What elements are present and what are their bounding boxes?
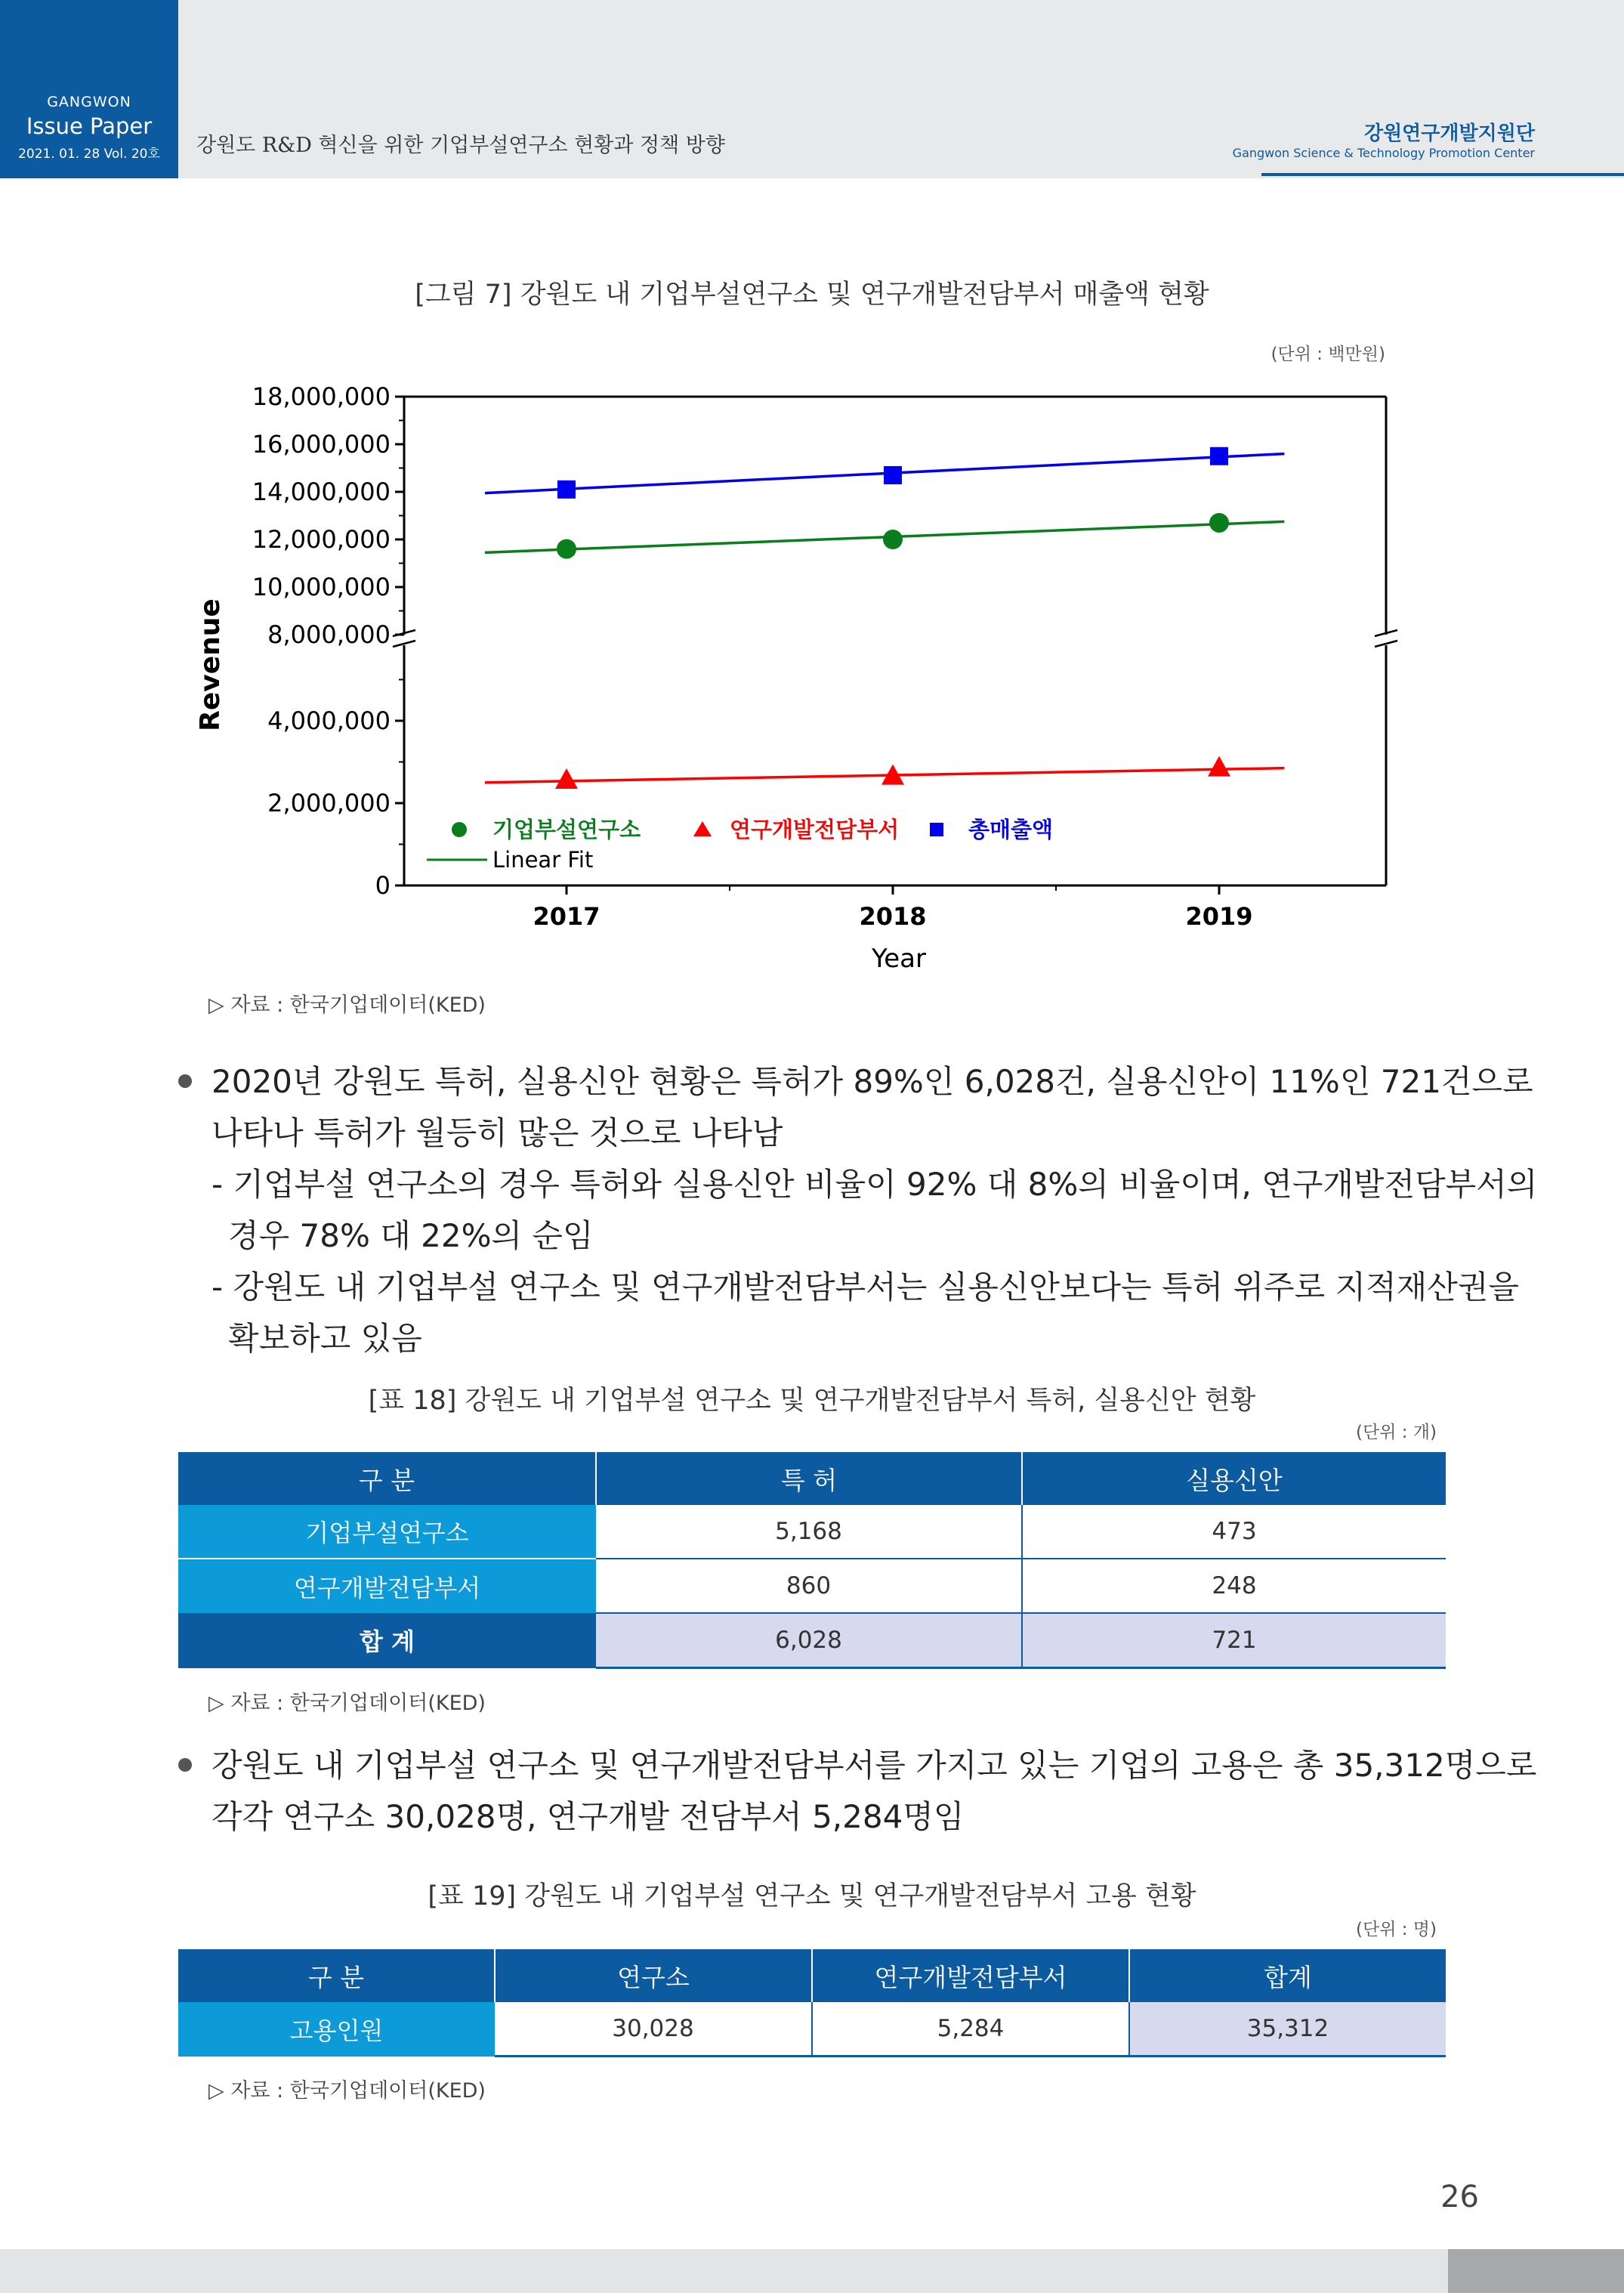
- y-tick-label: 8,000,000: [267, 620, 391, 649]
- table19-header-total: 합계: [1129, 1949, 1446, 2002]
- data-point-series-1: [555, 768, 578, 789]
- x-tick-label: 2017: [533, 902, 601, 931]
- table18-header-utility: 실용신안: [1022, 1452, 1446, 1505]
- y-tick-label: 18,000,000: [252, 382, 391, 411]
- legend-circle-marker: [452, 822, 467, 837]
- employment-table: [178, 1949, 1446, 2057]
- legend-label-fit: Linear Fit: [492, 847, 594, 873]
- header-accent-line: [1261, 173, 1624, 176]
- table18-caption: [표 18] 강원도 내 기업부설 연구소 및 연구개발전담부서 특허, 실용신안 현황: [368, 1386, 1256, 1416]
- y-tick-label: 12,000,000: [252, 525, 391, 554]
- sub-point-lab-ratio: - 기업부설 연구소의 경우 특허와 실용신안 비율이 92% 대 8%의 비율이며, 연구개발전담부서의: [211, 1166, 1538, 1203]
- table18-source: ▷ 자료 : 한국기업데이터(KED): [208, 1692, 486, 1715]
- axis-break-right: [1375, 630, 1397, 647]
- data-point-series-0: [883, 530, 903, 549]
- page-number: 26: [1440, 2180, 1479, 2214]
- y-tick-label: 2,000,000: [267, 789, 391, 817]
- revenue-chart: [181, 370, 1428, 990]
- table-row: [178, 1505, 1446, 1559]
- table18-row-label: 기업부설연구소: [178, 1505, 596, 1559]
- table18-cell-utility: 473: [1022, 1505, 1446, 1559]
- paragraph-patent-summary-cont: 나타나 특허가 월등히 많은 것으로 나타남: [211, 1114, 783, 1151]
- brand-main: Issue Paper: [26, 113, 153, 139]
- table18-unit: (단위 : 개): [1356, 1423, 1437, 1442]
- table19-cell-total: 35,312: [1129, 2002, 1446, 2057]
- table19-header-dept: 연구개발전담부서: [812, 1949, 1129, 2002]
- brand-date: 2021. 01. 28 Vol. 20호: [18, 147, 160, 162]
- table18-total-patent: 6,028: [596, 1613, 1022, 1668]
- paragraph-employment-cont: 각각 연구소 30,028명, 연구개발 전담부서 5,284명임: [211, 1798, 965, 1835]
- org-name-en: Gangwon Science & Technology Promotion Center: [1232, 146, 1535, 160]
- legend-square-marker: [930, 823, 943, 836]
- table19-caption: [표 19] 강원도 내 기업부설 연구소 및 연구개발전담부서 고용 현황: [428, 1881, 1196, 1911]
- patent-table: [178, 1452, 1446, 1669]
- x-axis-title: Year: [872, 944, 926, 974]
- data-point-series-2: [884, 466, 902, 484]
- figure-unit: (단위 : 백만원): [1270, 345, 1385, 364]
- org-name: 강원연구개발지원단: [1363, 122, 1535, 145]
- table19-cell-lab: 30,028: [495, 2002, 812, 2057]
- paragraph-employment: 강원도 내 기업부설 연구소 및 연구개발전담부서를 가지고 있는 기업의 고용은 총 35,312명으로: [211, 1747, 1537, 1784]
- x-tick-label: 2018: [859, 902, 927, 931]
- table18-total-utility: 721: [1022, 1613, 1446, 1668]
- table19-header-category: 구 분: [178, 1949, 495, 2002]
- y-axis-title: Revenue: [195, 598, 226, 731]
- table19-header-lab: 연구소: [495, 1949, 812, 2002]
- table18-cell-patent: 5,168: [596, 1505, 1022, 1559]
- y-tick-label: 0: [375, 871, 391, 900]
- brand-logo: [0, 0, 178, 178]
- sub-point-lab-ratio-cont: 경우 78% 대 22%의 순임: [228, 1217, 594, 1254]
- table-row-total: [178, 1613, 1446, 1668]
- table18-cell-utility: 248: [1022, 1559, 1446, 1613]
- table19-source: ▷ 자료 : 한국기업데이터(KED): [208, 2079, 486, 2103]
- table-row: [178, 2002, 1446, 2057]
- y-tick-label: 4,000,000: [267, 706, 391, 735]
- y-tick-label: 16,000,000: [252, 430, 391, 459]
- sub-point-ip-focus: - 강원도 내 기업부설 연구소 및 연구개발전담부서는 실용신안보다는 특허 위주로 지적재산권을: [211, 1269, 1519, 1306]
- y-tick-label: 10,000,000: [252, 573, 391, 601]
- table18-header-patent: 특 허: [596, 1452, 1022, 1505]
- data-point-series-1: [1208, 756, 1230, 777]
- chart-legend: [427, 817, 1053, 873]
- legend-label-lab: 기업부설연구소: [492, 817, 641, 842]
- footer-accent: [1448, 2249, 1624, 2293]
- brand-top: GANGWON: [47, 94, 131, 110]
- table18-total-label: 합 계: [178, 1613, 596, 1668]
- figure-caption: [그림 7] 강원도 내 기업부설연구소 및 연구개발전담부서 매출액 현황: [415, 280, 1209, 310]
- table18-row-label: 연구개발전담부서: [178, 1559, 596, 1613]
- data-point-series-2: [557, 481, 576, 499]
- bullet-dot: [178, 1758, 192, 1772]
- bullet-dot: [178, 1074, 192, 1088]
- table19-row-label: 고용인원: [178, 2002, 495, 2057]
- legend-triangle-marker: [693, 821, 712, 836]
- table-row: [178, 1559, 1446, 1613]
- footer-band: [0, 2249, 1624, 2293]
- table19-unit: (단위 : 명): [1356, 1920, 1437, 1939]
- document-title: 강원도 R&D 혁신을 위한 기업부설연구소 현황과 정책 방향: [196, 134, 725, 157]
- table18-cell-patent: 860: [596, 1559, 1022, 1613]
- axis-break-left: [393, 630, 415, 647]
- data-point-series-2: [1210, 447, 1228, 465]
- y-tick-label: 14,000,000: [252, 477, 391, 506]
- figure-source: ▷ 자료 : 한국기업데이터(KED): [208, 994, 486, 1017]
- data-point-series-0: [1209, 513, 1229, 533]
- sub-point-ip-focus-cont: 확보하고 있음: [228, 1320, 422, 1357]
- table18-header-category: 구 분: [178, 1452, 596, 1505]
- data-point-series-0: [557, 539, 576, 559]
- legend-label-total: 총매출액: [968, 817, 1054, 842]
- table19-cell-dept: 5,284: [812, 2002, 1129, 2057]
- paragraph-patent-summary: 2020년 강원도 특허, 실용신안 현황은 특허가 89%인 6,028건, 실용신안이 11%인 721건으로: [211, 1063, 1533, 1100]
- legend-label-dept: 연구개발전담부서: [730, 817, 900, 842]
- x-tick-label: 2019: [1185, 902, 1253, 931]
